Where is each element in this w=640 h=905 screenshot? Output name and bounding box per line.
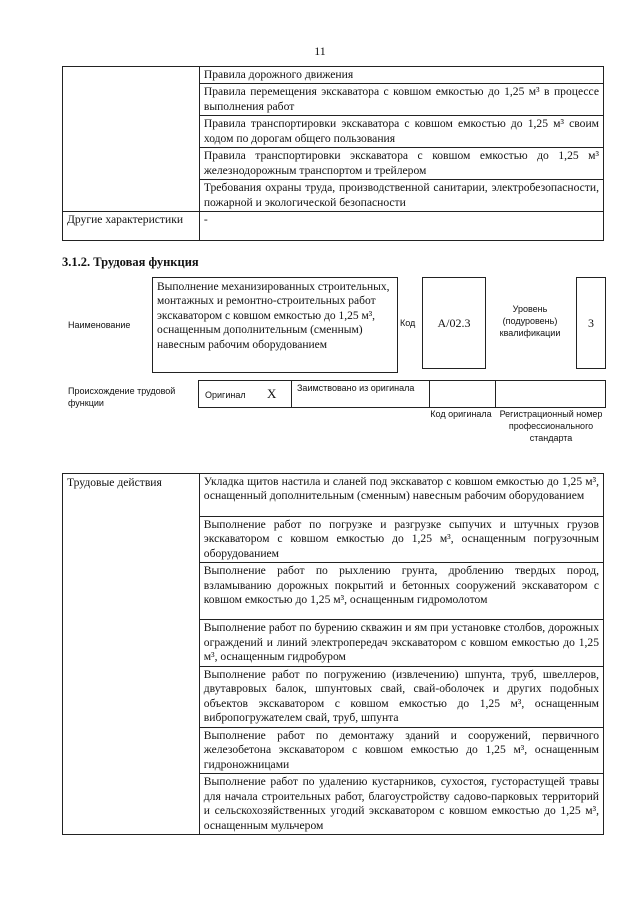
level-box: [576, 277, 606, 369]
requirement-item: Правила дорожного движения: [199, 67, 603, 84]
qualification-level-label: Уровень (подуровень) квалификации: [499, 304, 561, 339]
labor-action-item: Выполнение работ по удалению кустарников, сухостоя, густорастущей травы для начала строительных работ, благоустройству садово-парковых территорий и сельскохозяйственных угодий экскаватором с ковшом емкостью до 1,25 м³, оснащенным мульчером: [199, 774, 603, 835]
original-mark: X: [267, 386, 277, 401]
labor-action-item: Выполнение работ по погружению (извлечению) шпунта, труб, швеллеров, двутавровых балок, шпунтовых свай, свай-оболочек и других подобных объектов экскаватором с ковшом емкостью до 1,25 м³, оснащенным вибропогружателем свай, труб, шпунта: [199, 666, 603, 727]
labor-action-item: Выполнение работ по рыхлению грунта, дроблению твердых пород, взламыванию дорожных покрытий и бетонных сооружений экскаватором с ковшом емкостью до 1,25 м³, оснащенным гидромолотом: [199, 563, 603, 620]
divider: [291, 381, 292, 407]
table-row: [63, 67, 604, 84]
labor-action-item: Выполнение работ по погрузке и разгрузке сыпучих и штучных грузов экскаватором с ковшом емкостью до 1,25 м³, оснащенным погрузочным оборудованием: [199, 517, 603, 563]
table-row: [63, 212, 604, 241]
code-label: Код: [400, 318, 416, 328]
requirement-item: Правила транспортировки экскаватора с ковшом емкостью до 1,25 м³ своим ходом по дорогам общего пользования: [199, 116, 603, 148]
level-value: 3: [588, 316, 594, 330]
origin-label: Происхождение трудовой функции: [68, 386, 176, 409]
labor-actions-label: Трудовые действия: [63, 474, 200, 835]
registration-number-label: Регистрационный номер профессионального стандарта: [499, 409, 603, 444]
divider: [429, 381, 430, 407]
requirements-table: [62, 66, 604, 241]
code-value: A/02.3: [437, 316, 471, 330]
code-box: [422, 277, 486, 369]
requirement-item: Правила транспортировки экскаватора с ковшом емкостью до 1,25 м³ железнодорожным транспортом и трейлером: [199, 148, 603, 180]
borrowed-label: Заимствовано из оригинала: [297, 383, 415, 393]
labor-action-item: Выполнение работ по бурению скважин и ям при установке столбов, дорожных ограждений и линий электропередач экскаватором с ковшом емкостью до 1,25 м³, оснащенным гидробуром: [199, 620, 603, 666]
requirement-item: Правила перемещения экскаватора с ковшом емкостью до 1,25 м³ в процессе выполнения работ: [199, 84, 603, 116]
name-label: Наименование: [68, 320, 131, 330]
requirement-item: Требования охраны труда, производственной санитарии, электробезопасности, пожарной и экологической безопасности: [199, 180, 603, 212]
function-name-box: [152, 277, 398, 373]
labor-actions-table: [62, 473, 604, 835]
divider: [495, 381, 496, 407]
page-number: 11: [314, 44, 326, 58]
other-characteristics-value: -: [199, 212, 603, 241]
labor-action-item: Выполнение работ по демонтажу зданий и сооружений, первичного железобетона экскаватором с ковшом емкостью до 1,25 м³, оснащенным гидроножницами: [199, 727, 603, 773]
section-title: 3.1.2. Трудовая функция: [62, 255, 199, 269]
function-name: Выполнение механизированных строительных, монтажных и ремонтно-строительных работ экскаватором с ковшом емкостью до 1,25 м³, оснащенным дополнительным (сменным) навесным рабочим оборудованием: [157, 281, 390, 351]
empty-cell: [63, 67, 200, 212]
labor-action-item: Укладка щитов настила и сланей под экскаватор с ковшом емкостью до 1,25 м³, оснащенный дополнительным (сменным) навесным рабочим оборудованием: [199, 474, 603, 517]
table-row: [63, 474, 604, 517]
original-label: Оригинал: [205, 390, 246, 400]
other-characteristics-label: Другие характеристики: [63, 212, 200, 241]
code-of-original-label: Код оригинала: [430, 409, 492, 419]
origin-row: [198, 380, 606, 408]
